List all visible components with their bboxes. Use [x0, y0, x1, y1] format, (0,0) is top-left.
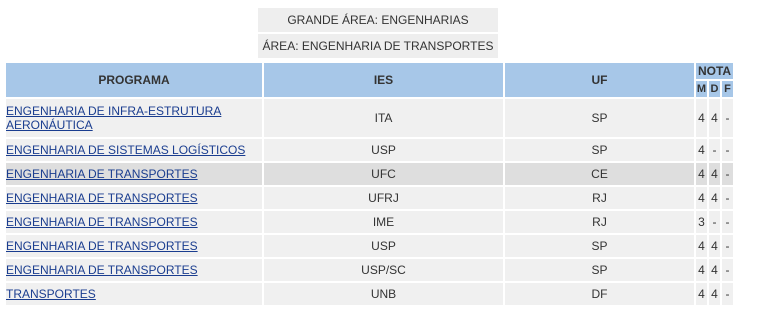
programa-cell [6, 235, 262, 257]
programa-cell [6, 163, 262, 185]
ies-cell: UNB [264, 283, 503, 305]
programa-link[interactable]: ENGENHARIA DE INFRA-ESTRUTURA AERONÁUTICA [6, 104, 222, 132]
nota-d-cell: 4 [709, 283, 720, 305]
uf-cell: SP [505, 235, 694, 257]
nota-m-cell: 4 [696, 139, 707, 161]
programa-link[interactable]: ENGENHARIA DE TRANSPORTES [6, 239, 198, 253]
nota-d-cell: 4 [709, 187, 720, 209]
programa-cell [6, 99, 262, 137]
table-row [6, 235, 733, 257]
ies-cell: ITA [264, 99, 503, 137]
programa-link[interactable]: TRANSPORTES [6, 287, 96, 301]
table-row [6, 211, 733, 233]
ies-cell: UFRJ [264, 187, 503, 209]
table-row [6, 283, 733, 305]
programa-cell [6, 187, 262, 209]
column-header-f: F [722, 81, 733, 97]
ies-cell: IME [264, 211, 503, 233]
nota-m-cell: 4 [696, 259, 707, 281]
nota-d-cell: - [709, 211, 720, 233]
column-header-m: M [696, 83, 707, 95]
table-row-highlighted [6, 163, 733, 185]
column-header-d: D [710, 83, 719, 95]
uf-cell: RJ [505, 211, 694, 233]
uf-cell: RJ [505, 187, 694, 209]
nota-f-cell: - [722, 283, 733, 305]
nota-m-cell: 4 [696, 283, 707, 305]
ies-cell: USP [264, 235, 503, 257]
nota-d-cell: 4 [709, 163, 720, 185]
nota-f-cell: - [722, 99, 733, 137]
programs-table [4, 61, 735, 307]
table-row [6, 187, 733, 209]
grande-area-title: GRANDE ÁREA: ENGENHARIAS [258, 8, 498, 32]
programa-cell [6, 139, 262, 161]
nota-m-cell: 4 [696, 99, 707, 137]
nota-f-cell: - [722, 163, 733, 185]
uf-cell: DF [505, 283, 694, 305]
nota-f-cell: - [722, 139, 733, 161]
ies-cell: UFC [264, 163, 503, 185]
nota-m-cell: 3 [696, 211, 707, 233]
column-header-nota: NOTA [697, 64, 732, 78]
programa-link[interactable]: ENGENHARIA DE TRANSPORTES [6, 215, 198, 229]
column-header-programa: PROGRAMA [6, 63, 262, 97]
programa-link[interactable]: ENGENHARIA DE TRANSPORTES [6, 167, 198, 181]
programa-cell [6, 283, 262, 305]
table-row [6, 99, 733, 137]
nota-m-cell: 4 [696, 187, 707, 209]
nota-d-cell: 4 [709, 259, 720, 281]
table-row [6, 139, 733, 161]
nota-f-cell: - [722, 187, 733, 209]
nota-d-cell: 4 [709, 235, 720, 257]
programa-link[interactable]: ENGENHARIA DE TRANSPORTES [6, 191, 198, 205]
nota-f-cell: - [722, 259, 733, 281]
nota-d-cell: 4 [709, 99, 720, 137]
nota-f-cell: - [722, 211, 733, 233]
programa-cell [6, 259, 262, 281]
programa-link[interactable]: ENGENHARIA DE SISTEMAS LOGÍSTICOS [6, 143, 246, 157]
uf-cell: CE [505, 163, 694, 185]
nota-d-cell: - [709, 139, 720, 161]
ies-cell: USP/SC [264, 259, 503, 281]
uf-cell: SP [505, 259, 694, 281]
uf-cell: SP [505, 99, 694, 137]
column-header-ies: IES [264, 63, 503, 97]
uf-cell: SP [505, 139, 694, 161]
nota-m-cell: 4 [696, 235, 707, 257]
table-row [6, 259, 733, 281]
column-header-uf: UF [505, 63, 694, 97]
ies-cell: USP [264, 139, 503, 161]
programa-link[interactable]: ENGENHARIA DE TRANSPORTES [6, 263, 198, 277]
nota-m-cell: 4 [696, 163, 707, 185]
nota-f-cell: - [722, 235, 733, 257]
programa-cell [6, 211, 262, 233]
area-title: ÁREA: ENGENHARIA DE TRANSPORTES [258, 34, 498, 58]
